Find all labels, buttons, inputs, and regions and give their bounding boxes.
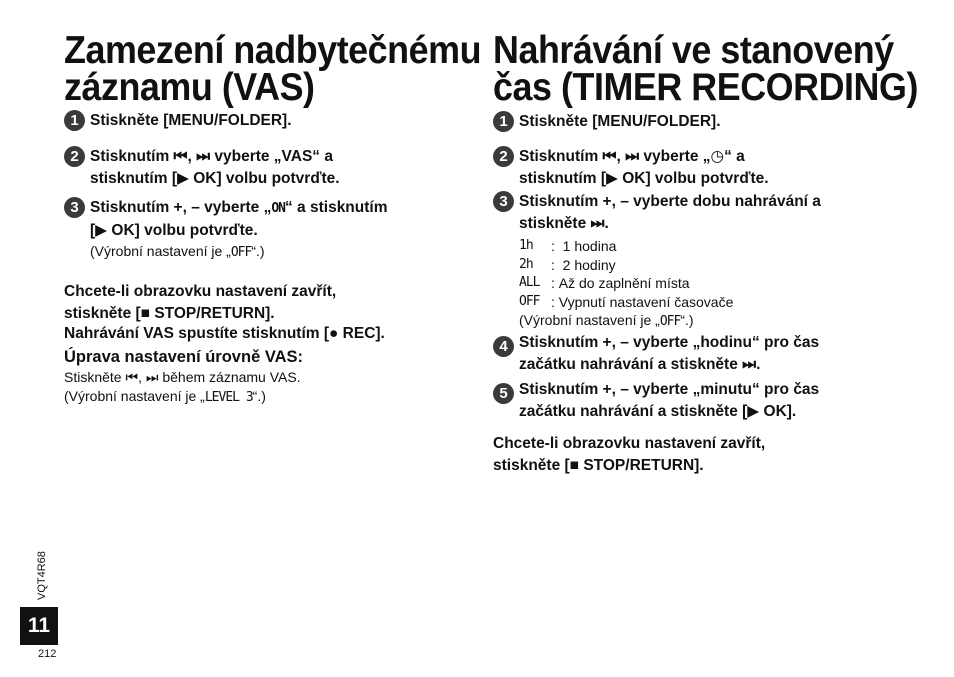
- step-text: Stisknutím +, – vyberte „ON“ a stisknutím [▶ OK] volbu potvrďte.: [90, 199, 388, 239]
- step-number: 5: [493, 383, 514, 404]
- display-code: OFF: [519, 293, 540, 309]
- duration-options: [519, 237, 913, 311]
- close-settings-instruction: Chcete-li obrazovku nastavení zavřít, stiskněte [■ STOP/RETURN].: [64, 283, 337, 322]
- display-code-on: ON: [271, 201, 285, 216]
- document-code: VQT4R68: [36, 551, 48, 600]
- vas-title: Zamezení nadbytečnému záznamu (VAS): [64, 29, 482, 109]
- step-text: Stisknutím +, – vyberte „minutu“ pro čas začátku nahrávání a stiskněte [▶ OK].: [519, 381, 820, 420]
- vas-level-text: Stiskněte ⏮, ⏭ během záznamu VAS. (Výrobní nastavení je „LEVEL 3“.): [64, 369, 301, 405]
- factory-setting-note: (Výrobní nastavení je „OFF“.): [90, 243, 265, 260]
- page-number-badge: 11: [20, 607, 58, 645]
- display-code-off: OFF: [659, 314, 681, 329]
- timer-step-3: [493, 191, 913, 331]
- step-number: 1: [493, 111, 514, 132]
- step-number: 1: [64, 110, 85, 131]
- step-number: 2: [64, 146, 85, 167]
- vas-start-instruction: Nahrávání VAS spustíte stisknutím [● REC].: [64, 325, 385, 342]
- timer-step-1: [493, 111, 913, 133]
- step-text: Stiskněte [MENU/FOLDER].: [519, 113, 721, 130]
- option-row: 1h : 1 hodina: [519, 238, 617, 254]
- display-code: 2h: [519, 256, 533, 272]
- option-row: 2h : 2 hodiny: [519, 256, 616, 273]
- option-row: ALL : Až do zaplnění místa: [519, 275, 690, 291]
- display-code: ALL: [519, 275, 540, 290]
- display-code-off: OFF: [230, 245, 252, 260]
- step-number: 3: [64, 197, 85, 218]
- option-row: OFF : Vypnutí nastavení časovače: [519, 293, 734, 310]
- timer-step-5: [493, 379, 913, 423]
- vas-step-3: [64, 197, 474, 262]
- display-code: 1h: [519, 238, 533, 253]
- timer-title: Nahrávání ve stanovený čas (TIMER RECORDING): [493, 29, 918, 109]
- timer-step-4: [493, 332, 913, 376]
- vas-step-1: [64, 110, 474, 132]
- vas-level-heading: Úprava nastavení úrovně VAS:: [64, 348, 304, 366]
- step-text: Stisknutím +, – vyberte „hodinu“ pro čas začátku nahrávání a stiskněte ⏭.: [519, 334, 820, 373]
- timer-step-2: [493, 146, 913, 190]
- factory-setting-note: (Výrobní nastavení je „OFF“.): [519, 312, 694, 329]
- step-text: Stiskněte [MENU/FOLDER].: [90, 112, 292, 129]
- step-number: 4: [493, 336, 514, 357]
- step-text: Stisknutím ⏮, ⏭ vyberte „VAS“ a stisknutím [▶ OK] volbu potvrďte.: [90, 148, 340, 187]
- step-number: 3: [493, 191, 514, 212]
- close-settings-instruction: Chcete-li obrazovku nastavení zavřít, stiskněte [■ STOP/RETURN].: [493, 435, 766, 474]
- step-number: 2: [493, 146, 514, 167]
- step-text: Stisknutím +, – vyberte dobu nahrávání a stiskněte ⏭.: [519, 193, 821, 232]
- vas-step-2: [64, 146, 474, 190]
- step-text: Stisknutím ⏮, ⏭ vyberte „◷“ a stisknutím [▶ OK] volbu potvrďte.: [519, 148, 769, 187]
- page-total: 212: [38, 648, 57, 660]
- display-code-level: LEVEL 3: [204, 390, 253, 405]
